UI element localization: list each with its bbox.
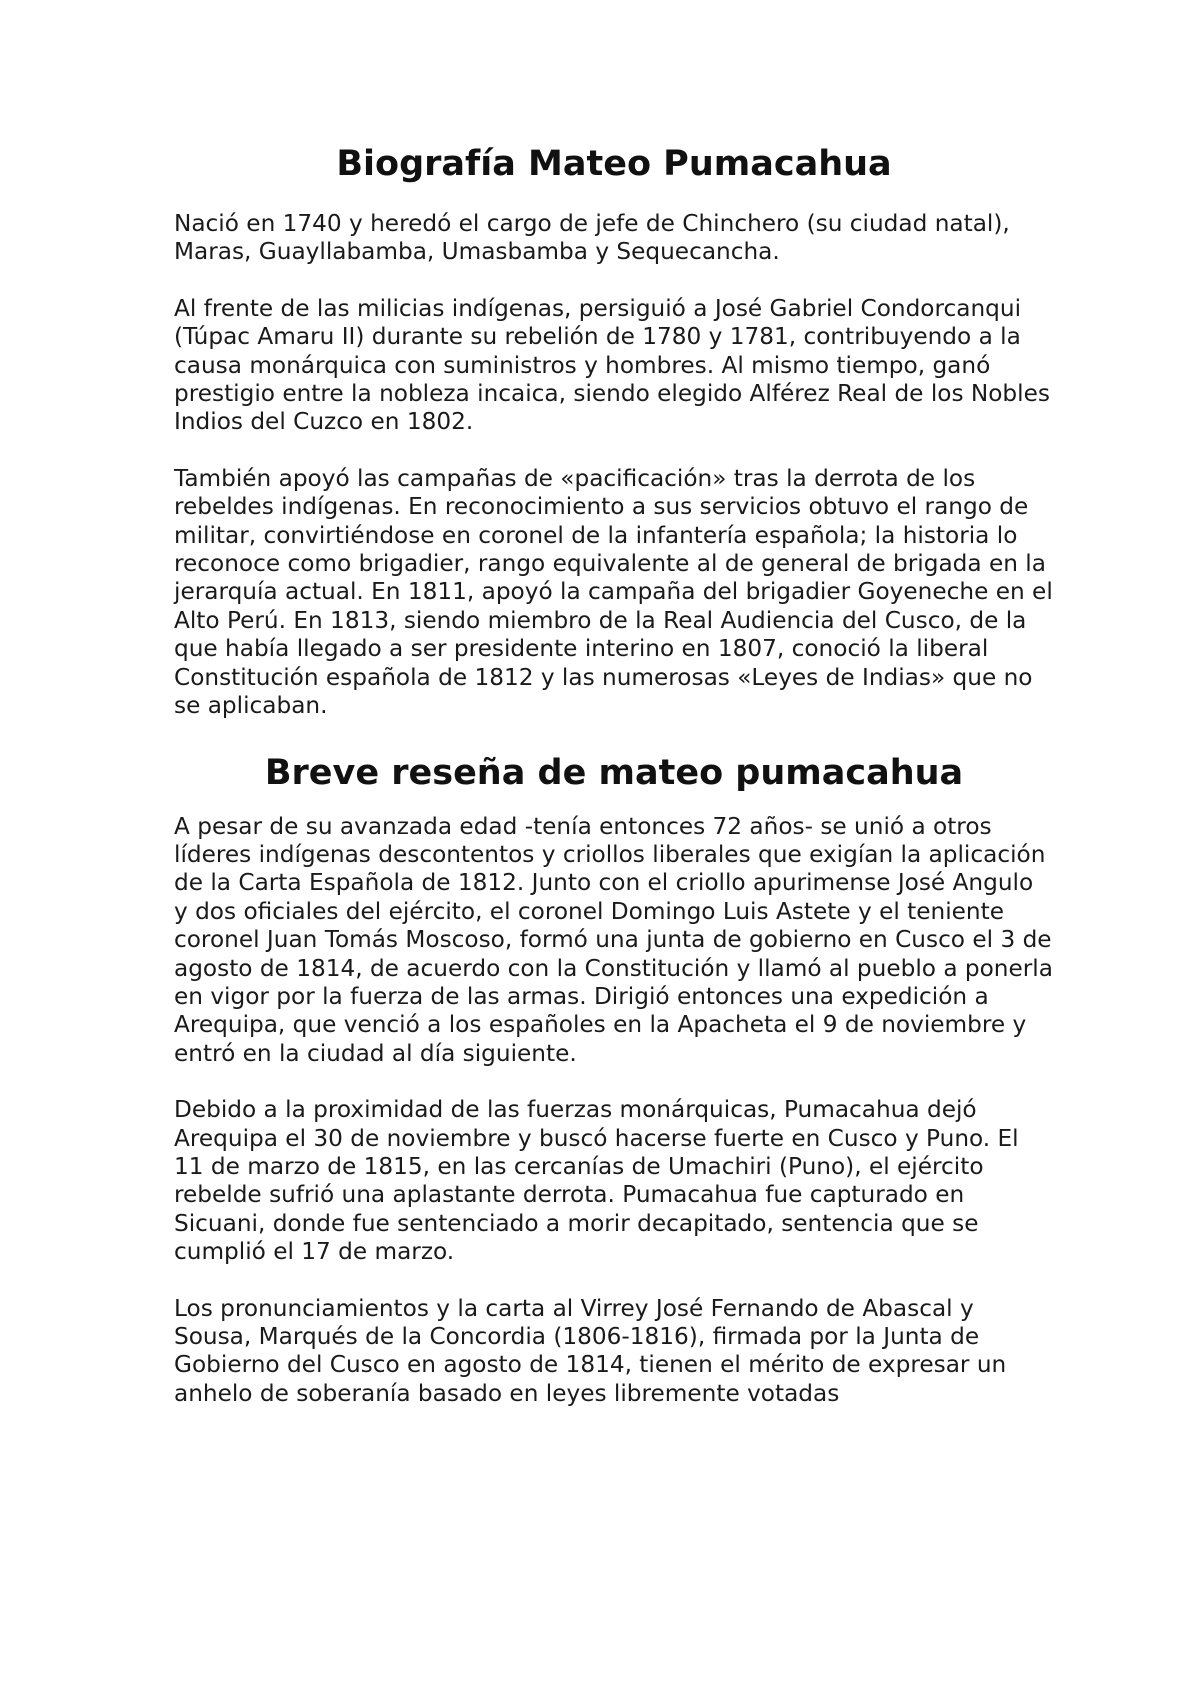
paragraph: Al frente de las milicias indígenas, persiguió a José Gabriel Condorcanqui (Túpac Amaru II) durante su rebelión de 1780 y 1781, contribuyendo a la causa monárquica con suministros y hombres. Al mismo tiempo, ganó prestigio entre la nobleza incaica, siendo elegido Alférez Real de los Nobles Indios del Cuzco en 1802. (174, 294, 1050, 436)
paragraph: También apoyó las campañas de «pacificación» tras la derrota de los rebeldes indígenas. En reconocimiento a sus servicios obtuvo el rango de militar, convirtiéndose en coronel de la infantería española; la historia lo reconoce como brigadier, rango equivalente al de general de brigada en la jerarquía actual. En 1811, apoyó la campaña del brigadier Goyeneche en el Alto Perú. En 1813, siendo miembro de la Real Audiencia del Cusco, de la que había llegado a ser presidente interino en 1807, conoció la liberal Constitución española de 1812 y las numerosas «Leyes de Indias» que no se aplicaban. (174, 464, 1053, 720)
paragraph: Debido a la proximidad de las fuerzas monárquicas, Pumacahua dejó Arequipa el 30 de noviembre y buscó hacerse fuerte en Cusco y Puno. El 11 de marzo de 1815, en las cercanías de Umachiri (Puno), el ejército rebelde sufrió una aplastante derrota. Pumacahua fue capturado en Sicuani, donde fue sentenciado a morir decapitado, sentencia que se cumplió el 17 de marzo. (174, 1096, 1019, 1266)
section-title-breve-resena: Breve reseña de mateo pumacahua (264, 752, 964, 793)
paragraph: A pesar de su avanzada edad -tenía entonces 72 años- se unió a otros líderes indígenas descontentos y criollos liberales que exigían la aplicación de la Carta Española de 1812. Junto con el criollo apurimense José Angulo y dos oficiales del ejército, el coronel Domingo Luis Astete y el teniente coronel Juan Tomás Moscoso, formó una junta de gobierno en Cusco el 3 de agosto de 1814, de acuerdo con la Constitución y llamó al pueblo a ponerla en vigor por la fuerza de las armas. Dirigió entonces una expedición a Arequipa, que venció a los españoles en la Apacheta el 9 de noviembre y entró en la ciudad al día siguiente. (174, 812, 1053, 1067)
paragraph: Nació en 1740 y heredó el cargo de jefe de Chinchero (su ciudad natal), Maras, Guayllabamba, Umasbamba y Sequecancha. (174, 210, 1010, 266)
section-title-biografia: Biografía Mateo Pumacahua (336, 144, 892, 184)
document-page (174, 140, 1054, 1436)
paragraph: Los pronunciamientos y la carta al Virrey José Fernando de Abascal y Sousa, Marqués de la Concordia (1806-1816), firmada por la Junta de Gobierno del Cusco en agosto de 1814, tienen el mérito de expresar un anhelo de soberanía basado en leyes libremente votadas (174, 1294, 1007, 1407)
